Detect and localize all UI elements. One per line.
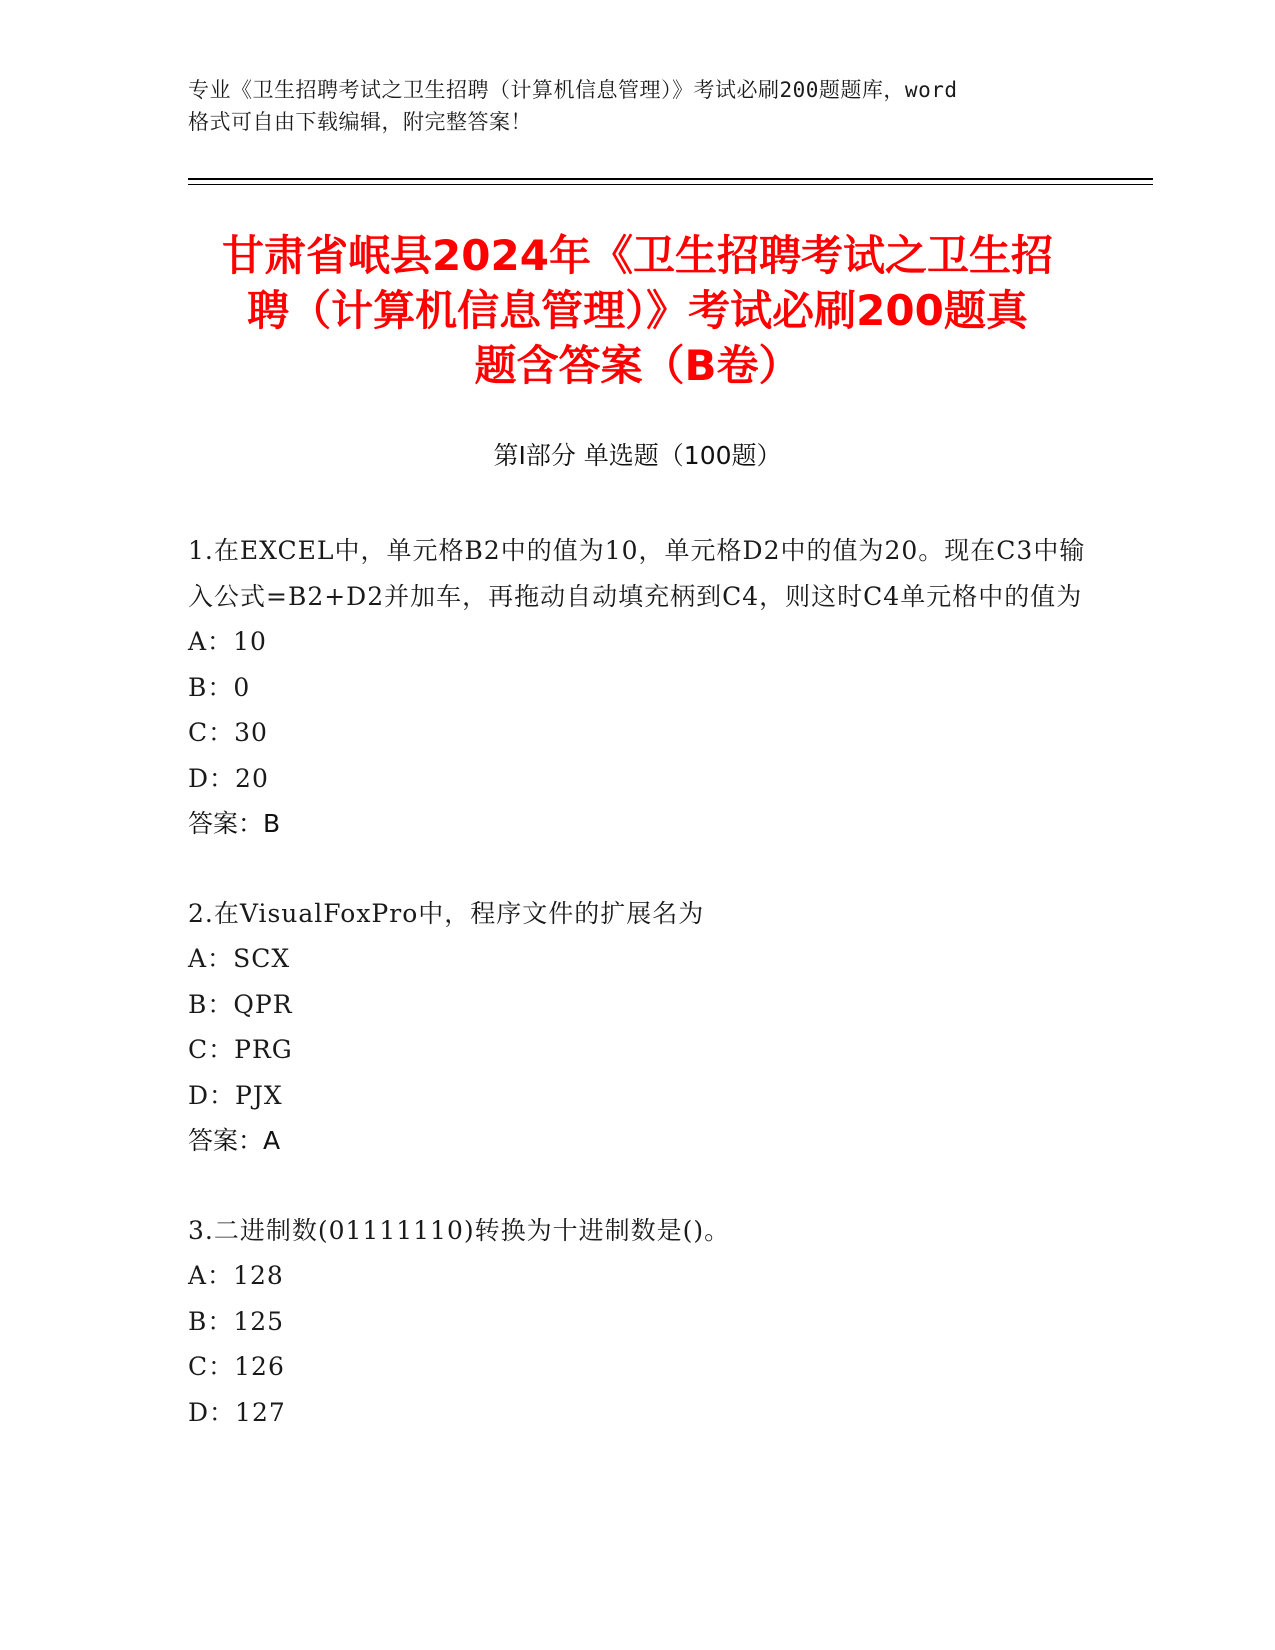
option-b	[188, 665, 1088, 711]
option-text: 125	[233, 1306, 285, 1336]
option-c	[188, 1344, 1088, 1390]
question-list	[188, 528, 1088, 1479]
option-letter: A：	[188, 944, 234, 973]
option-a	[188, 936, 1088, 982]
header-divider-thick	[188, 178, 1153, 180]
option-letter: A：	[188, 1261, 234, 1290]
document-title	[180, 228, 1095, 393]
option-text: 127	[235, 1397, 286, 1427]
option-text: 126	[234, 1352, 285, 1381]
answer-line: 答案：B	[188, 809, 281, 838]
option-text: 10	[233, 627, 267, 656]
header-note	[188, 74, 1088, 138]
question-1	[188, 528, 1088, 847]
header-divider-thin	[188, 184, 1153, 185]
option-letter: B：	[188, 1306, 234, 1336]
option-b	[188, 982, 1088, 1028]
question-stem: 3.二进制数(01111110)转换为十进制数是()。	[188, 1215, 731, 1245]
option-letter: C：	[188, 1352, 235, 1381]
option-d	[188, 756, 1088, 802]
option-letter: D：	[188, 763, 236, 793]
option-b	[188, 1299, 1088, 1345]
question-stem: 2.在VisualFoxPro中，程序文件的扩展名为	[188, 898, 705, 928]
option-c	[188, 1027, 1088, 1073]
option-letter: B：	[188, 989, 234, 1019]
question-3	[188, 1208, 1088, 1436]
option-letter: B：	[188, 672, 234, 702]
option-text: PRG	[234, 1035, 293, 1064]
header-note-line-1: 专业《卫生招聘考试之卫生招聘（计算机信息管理）》考试必刷200题题库，word	[188, 78, 958, 102]
option-a	[188, 1253, 1088, 1299]
option-letter: C：	[188, 718, 235, 747]
option-text: 128	[233, 1261, 284, 1290]
option-text: 0	[233, 672, 251, 702]
option-d	[188, 1073, 1088, 1119]
document-title-line-2: 聘（计算机信息管理）》考试必刷200题真	[247, 286, 1028, 335]
document-title-line-3: 题含答案（B卷）	[474, 341, 801, 390]
option-text: QPR	[233, 989, 293, 1019]
question-2	[188, 891, 1088, 1164]
option-text: 20	[235, 763, 269, 793]
section-heading: 第Ⅰ部分 单选题（100题）	[493, 441, 782, 470]
option-a	[188, 619, 1088, 665]
option-letter: D：	[188, 1397, 236, 1427]
question-stem: 1.在EXCEL中，单元格B2中的值为10，单元格D2中的值为20。现在C3中输入公式=B2+D2并加车，再拖动自动填充柄到C4，则这时C4单元格中的值为	[188, 536, 1086, 611]
option-text: 30	[234, 718, 268, 747]
header-note-line-2: 格式可自由下载编辑，附完整答案！	[188, 110, 532, 134]
option-letter: A：	[188, 627, 234, 656]
option-text: SCX	[233, 944, 291, 973]
document-title-line-1: 甘肃省岷县2024年《卫生招聘考试之卫生招	[222, 231, 1053, 280]
option-letter: C：	[188, 1035, 235, 1064]
option-text: PJX	[235, 1080, 283, 1110]
option-letter: D：	[188, 1080, 236, 1110]
option-c	[188, 710, 1088, 756]
option-d	[188, 1390, 1088, 1436]
answer-line: 答案：A	[188, 1126, 281, 1155]
